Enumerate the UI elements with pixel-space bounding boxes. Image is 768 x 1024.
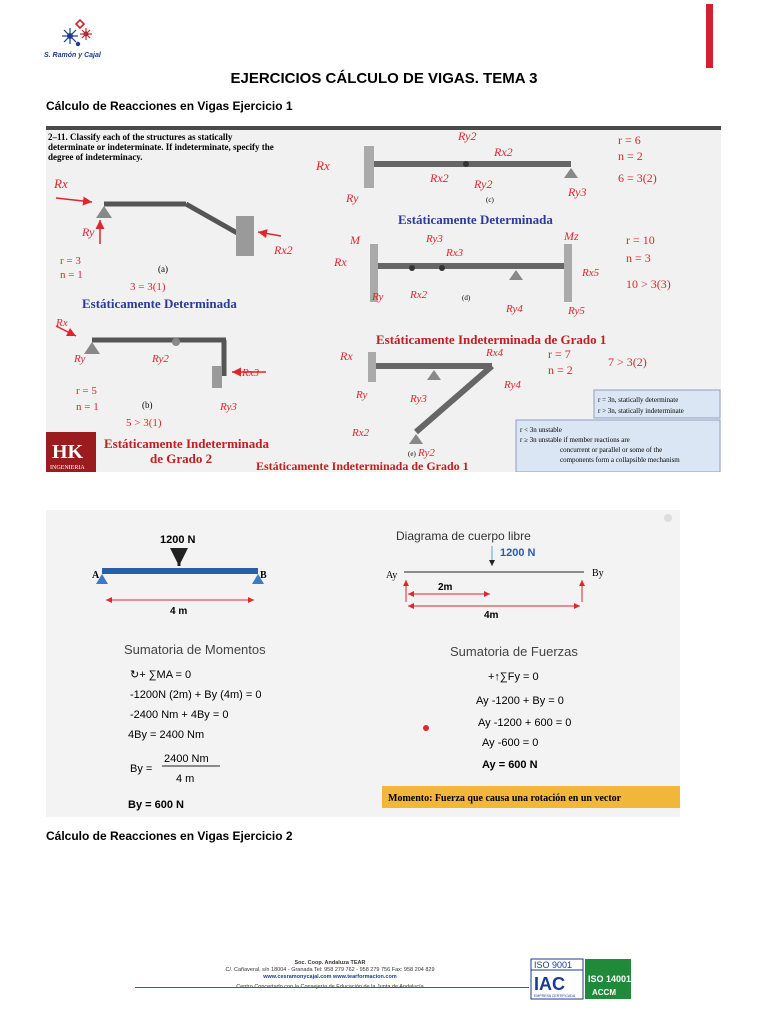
moments-3: 4By = 2400 Nm xyxy=(128,729,205,741)
dcl-ay: Ay xyxy=(386,570,398,581)
label-a: (a) xyxy=(158,264,168,274)
logo-text: S. Ramón y Cajal xyxy=(44,52,101,59)
svg-text:Rx: Rx xyxy=(54,176,68,191)
structure-b xyxy=(55,317,266,429)
forces-1: Ay -1200 + By = 0 xyxy=(476,695,564,707)
notes-b-1: n = 1 xyxy=(76,401,99,413)
svg-text:Ry3: Ry3 xyxy=(568,185,587,199)
notes-d-2: 10 > 3(3) xyxy=(626,277,671,291)
dcl-by: By xyxy=(592,568,604,579)
notes-b-0: r = 5 xyxy=(76,385,97,397)
svg-text:Rx2: Rx2 xyxy=(494,145,513,159)
moments-equations xyxy=(124,642,266,811)
problem-text-line1: 2–11. Classify each of the structures as statically xyxy=(48,132,233,142)
notes-b-2: 5 > 3(1) xyxy=(126,417,162,429)
svg-text:Ry: Ry xyxy=(356,389,368,401)
notes-c-0: r = 6 xyxy=(618,133,641,147)
svg-text:Rx2: Rx2 xyxy=(410,289,428,301)
result-d: Estáticamente Indeterminada de Grado 1 xyxy=(376,332,607,347)
svg-text:Ry2: Ry2 xyxy=(474,177,493,191)
label-b: (b) xyxy=(142,400,153,410)
svg-text:Rx: Rx xyxy=(56,317,68,329)
svg-text:Rx2: Rx2 xyxy=(430,171,449,185)
beam-diagram xyxy=(92,534,267,617)
iso-cert: EMPRESA CERTIFICADA xyxy=(534,994,576,998)
iso-iac: IAC xyxy=(534,974,565,994)
iso-certification-badges xyxy=(530,958,632,1000)
moments-2: -2400 Nm + 4By = 0 xyxy=(130,709,229,721)
page-title: EJERCICIOS CÁLCULO DE VIGAS. TEMA 3 xyxy=(230,70,538,87)
svg-text:Ry5: Ry5 xyxy=(568,305,585,317)
result-c: Estáticamente Determinada xyxy=(398,212,553,227)
forces-title: Sumatoria de Fuerzas xyxy=(450,644,578,659)
svg-text:Ry2: Ry2 xyxy=(418,447,435,459)
svg-text:Rx2: Rx2 xyxy=(352,427,370,439)
legend-0: r = 3n, statically determinate xyxy=(598,396,679,404)
notes-e-2: 7 > 3(2) xyxy=(608,355,647,369)
forces-equations xyxy=(450,644,578,771)
problem-text-line2: determinate or indeterminate. If indeterminate, specify the xyxy=(48,142,274,152)
iso-9001: ISO 9001 xyxy=(534,960,573,970)
moments-0: ↻+ ∑MA = 0 xyxy=(130,669,192,681)
svg-text:Ry: Ry xyxy=(74,353,86,365)
dcl-2m: 2m xyxy=(438,582,453,593)
svg-text:Ry: Ry xyxy=(82,225,95,239)
notes-c-1: n = 2 xyxy=(618,149,643,163)
svg-text:Ry2: Ry2 xyxy=(458,129,477,143)
forces-2: Ay -1200 + 600 = 0 xyxy=(478,717,572,729)
ay-result: Ay = 600 N xyxy=(482,759,538,771)
legend-5: components form a collapsible mechanism xyxy=(560,456,680,464)
by-numerator: 2400 Nm xyxy=(164,753,209,765)
section-2-heading: Cálculo de Reacciones en Vigas Ejercicio 2 xyxy=(46,829,293,843)
by-denominator: 4 m xyxy=(176,773,195,785)
svg-text:Rx2: Rx2 xyxy=(274,243,293,257)
beam-load: 1200 N xyxy=(160,534,196,546)
point-b: B xyxy=(260,570,267,581)
footer-line2: C/. Cañaveral, s/n 18004 - Granada Tel: 958 279 762 - 958 279 756 Fax: 958 204 829 xyxy=(225,967,435,973)
svg-text:Rx3: Rx3 xyxy=(242,367,260,379)
dcl-title: Diagrama de cuerpo libre xyxy=(396,529,531,543)
by-result: By = 600 N xyxy=(128,799,184,811)
cursor-dot xyxy=(423,725,429,731)
label-e: (e) xyxy=(408,450,416,458)
label-c: (c) xyxy=(486,196,494,204)
notes-e-0: r = 7 xyxy=(548,347,571,361)
svg-text:Ry: Ry xyxy=(346,191,359,205)
svg-text:Ry3: Ry3 xyxy=(410,393,427,405)
notes-a-1: n = 1 xyxy=(60,269,83,281)
result-b-2: de Grado 2 xyxy=(150,451,213,466)
legend-2: r < 3n unstable xyxy=(520,426,562,434)
footer-divider xyxy=(135,987,529,988)
svg-text:Ry: Ry xyxy=(372,291,384,303)
dcl-load: 1200 N xyxy=(500,547,536,559)
result-e: Estáticamente Indeterminada de Grado 1 xyxy=(256,459,469,472)
by-label: By = xyxy=(130,763,153,775)
problem-text-line3: degree of indeterminacy. xyxy=(48,152,143,162)
svg-text:Rx: Rx xyxy=(340,349,353,363)
svg-text:Ry3: Ry3 xyxy=(220,401,237,413)
brand-hk: HK xyxy=(52,441,84,463)
legend-3: r ≥ 3n unstable if member reactions are xyxy=(520,436,630,444)
notes-c-2: 6 = 3(2) xyxy=(618,171,657,185)
point-a: A xyxy=(92,570,100,581)
svg-text:Ry2: Ry2 xyxy=(152,353,169,365)
result-b-1: Estáticamente Indeterminada xyxy=(104,436,270,451)
svg-text:Ry3: Ry3 xyxy=(426,233,443,245)
legend-1: r > 3n, statically indeterminate xyxy=(598,407,684,415)
svg-text:Ry4: Ry4 xyxy=(506,303,523,315)
forces-0: +↑∑Fy = 0 xyxy=(488,671,539,683)
info-icon[interactable] xyxy=(664,514,672,522)
school-logo xyxy=(40,14,120,74)
moments-1: -1200N (2m) + By (4m) = 0 xyxy=(130,689,262,701)
notes-a-0: r = 3 xyxy=(60,255,81,267)
svg-text:Mz: Mz xyxy=(564,229,579,243)
iso-accm: ACCM xyxy=(592,988,616,997)
svg-text:Rx: Rx xyxy=(334,255,347,269)
svg-text:Rx3: Rx3 xyxy=(446,247,464,259)
notes-d-1: n = 3 xyxy=(626,251,651,265)
moments-title: Sumatoria de Momentos xyxy=(124,642,266,657)
structure-d xyxy=(333,229,671,347)
svg-text:M: M xyxy=(350,233,360,247)
svg-text:Ry4: Ry4 xyxy=(504,379,521,391)
brand-sub: INGENIERIA xyxy=(50,465,85,471)
structure-c xyxy=(315,129,657,227)
legend-4: concurrent or parallel or some of the xyxy=(560,446,663,454)
label-d: (d) xyxy=(462,294,471,302)
dcl-4m: 4m xyxy=(484,610,499,621)
section-1-heading: Cálculo de Reacciones en Vigas Ejercicio 1 xyxy=(46,99,293,113)
notes-a-2: 3 = 3(1) xyxy=(130,281,166,293)
free-body-diagram xyxy=(386,529,604,621)
svg-text:Rx4: Rx4 xyxy=(486,347,504,359)
banner-text: Momento: Fuerza que causa una rotación en un vector xyxy=(388,793,622,804)
structure-a xyxy=(53,176,293,311)
svg-text:Rx5: Rx5 xyxy=(582,267,600,279)
iso-14001: ISO 14001 xyxy=(588,974,632,984)
notes-e-1: n = 2 xyxy=(548,363,573,377)
red-accent-bar xyxy=(706,4,713,68)
figure-1-structures xyxy=(46,126,721,472)
footer-web[interactable]: www.cesramonycajal.com www.tearformacion.com xyxy=(263,974,397,980)
figure-2-beam-reactions xyxy=(46,510,680,817)
notes-d-0: r = 10 xyxy=(626,233,655,247)
beam-span: 4 m xyxy=(170,606,188,617)
footer-line1: Soc. Coop. Andaluza TEAR xyxy=(294,960,366,966)
forces-3: Ay -600 = 0 xyxy=(482,737,539,749)
svg-text:Rx: Rx xyxy=(316,158,330,173)
result-a: Estáticamente Determinada xyxy=(82,296,237,311)
